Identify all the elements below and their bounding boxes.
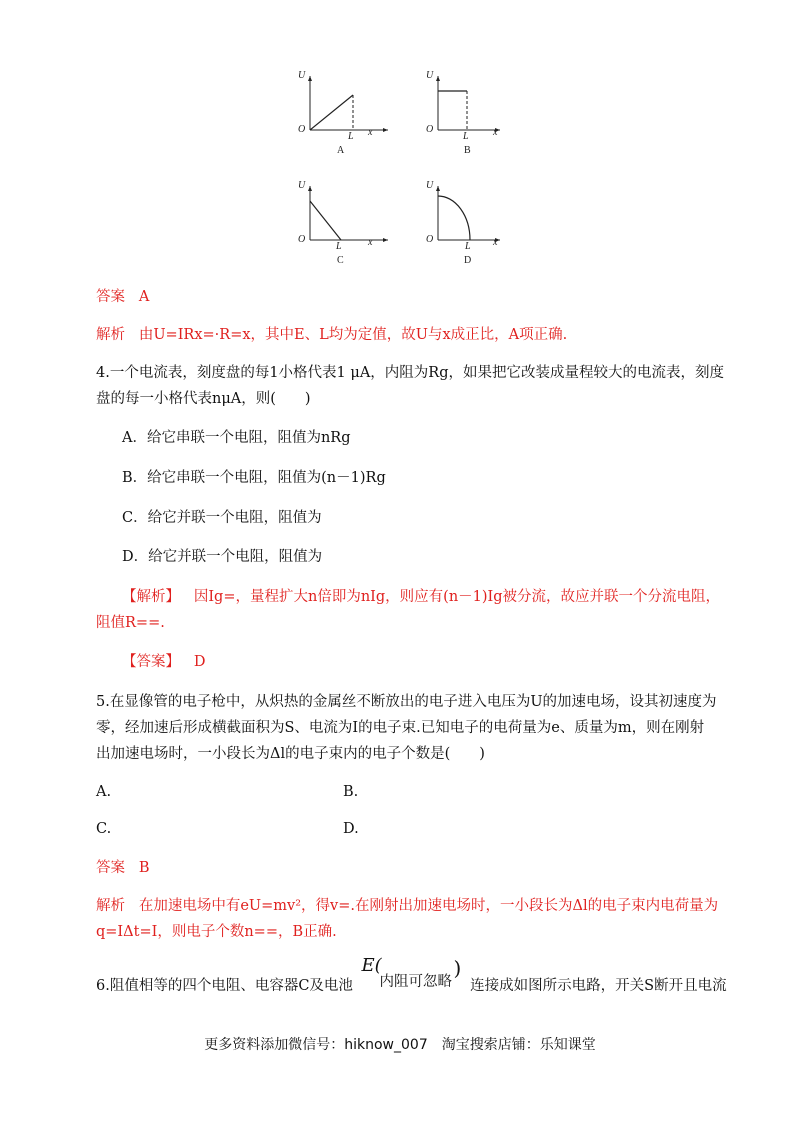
q4-option-a: A．给它串联一个电阻，阻值为nRg [122, 430, 351, 446]
graph-a-curve [310, 95, 353, 130]
graph-a-origin: O [298, 124, 306, 135]
q6-formula-main: E( [361, 955, 382, 976]
q5-answer-label: 答案 [96, 860, 125, 876]
graph-b-tick: L [463, 131, 469, 142]
q6-stem-end: 连接成如图所示电路，开关S断开且电流 [470, 978, 727, 994]
q6-formula-close: ) [453, 956, 462, 980]
q4-answer [122, 652, 205, 672]
q4-analysis-line2: 阻值R==. [96, 615, 165, 631]
graph-d-tick: L [465, 241, 471, 252]
graph-d-y-label: U [426, 180, 434, 191]
graph-d-origin: O [426, 234, 434, 245]
q5-analysis-text: 在加速电场中有eU=mv²，得v=.在刚射出加速电场时，一小段长为Δl的电子束内电荷量为 [138, 898, 719, 914]
graph-d-x-label: x [493, 237, 498, 248]
graph-d [418, 178, 538, 273]
graph-b-y-label: U [426, 70, 434, 81]
q6-stem [96, 955, 727, 996]
graph-c-tick: L [336, 241, 342, 252]
graph-b [418, 68, 538, 163]
graph-a-x-label: x [368, 127, 373, 138]
graph-a-caption: A [337, 145, 345, 156]
graph-a-tick: L [348, 131, 354, 142]
q5-option-a: A. [96, 784, 112, 800]
graph-c-origin: O [298, 234, 306, 245]
q4-stem-line2: 盘的每一小格代表nμA，则( ) [96, 391, 311, 407]
q6-stem-start: 6.阻值相等的四个电阻、电容器C及电池 [96, 978, 353, 994]
graph-d-curve [438, 196, 470, 240]
q4-option-d: D．给它并联一个电阻，阻值为 [122, 549, 323, 565]
q4-analysis-label: 【解析】 [122, 589, 180, 605]
graph-b-x-label: x [493, 127, 498, 138]
page-footer: 更多资料添加微信号：hiknow_007 淘宝搜索店铺：乐知课堂 [204, 1037, 596, 1053]
q5-option-b: B. [343, 784, 359, 800]
graph-a-y-label: U [298, 70, 306, 81]
q3-analysis [96, 325, 567, 345]
q5-analysis-label: 解析 [96, 898, 125, 914]
q5-analysis-line2: q=IΔt=I，则电子个数n==，B正确. [96, 924, 337, 940]
graph-b-plot [418, 68, 538, 163]
graph-b-caption: B [464, 145, 471, 156]
q5-stem-line1: 5.在显像管的电子枪中，从炽热的金属丝不断放出的电子进入电压为U的加速电场，设其初速度为 [96, 694, 717, 710]
q4-answer-label: 【答案】 [122, 654, 180, 670]
q5-stem-line2: 零，经加速后形成横截面积为S、电流为I的电子束.已知电子的电荷量为e、质量为m，则在刚射 [96, 720, 705, 736]
q4-option-c: C．给它并联一个电阻，阻值为 [122, 510, 322, 526]
graph-a-plot [290, 68, 410, 163]
q6-formula-sub: 内阻可忽略 [379, 974, 453, 990]
graph-b-origin: O [426, 124, 434, 135]
graph-c-plot [290, 178, 410, 273]
graph-c-caption: C [337, 255, 344, 266]
graph-c-x-label: x [368, 237, 373, 248]
q4-analysis-text: 因Ig=，量程扩大n倍即为nIg，则应有(n－1)Ig被分流，故应并联一个分流电阻， [193, 589, 721, 605]
graph-c-y-label: U [298, 180, 306, 191]
q4-option-b: B．给它串联一个电阻，阻值为(n－1)Rg [122, 470, 386, 486]
q4-stem-line1: 4.一个电流表，刻度盘的每1小格代表1 μA，内阻为Rg，如果把它改装成量程较大的电流表，刻度 [96, 365, 724, 381]
q5-analysis-line1 [96, 896, 718, 916]
q3-analysis-text: 由U=IRx=·R=x，其中E、L均为定值，故U与x成正比，A项正确. [138, 327, 568, 343]
graph-d-plot [418, 178, 538, 273]
q3-answer [96, 287, 149, 307]
q3-analysis-label: 解析 [96, 327, 125, 343]
q5-option-c: C. [96, 821, 112, 837]
q5-option-d: D. [343, 821, 359, 837]
q5-stem-line3: 出加速电场时，一小段长为Δl的电子束内的电子个数是( ) [96, 746, 485, 762]
q3-answer-value: A [138, 289, 150, 305]
graph-c-curve [310, 201, 341, 240]
q5-answer [96, 858, 149, 878]
q5-answer-value: B [138, 860, 150, 876]
graph-a [290, 68, 410, 163]
graph-d-caption: D [464, 255, 472, 266]
q6-formula [358, 955, 466, 990]
q4-analysis-line1 [122, 587, 720, 607]
q4-answer-value: D [193, 654, 206, 670]
graph-c [290, 178, 410, 273]
q3-answer-label: 答案 [96, 289, 125, 305]
